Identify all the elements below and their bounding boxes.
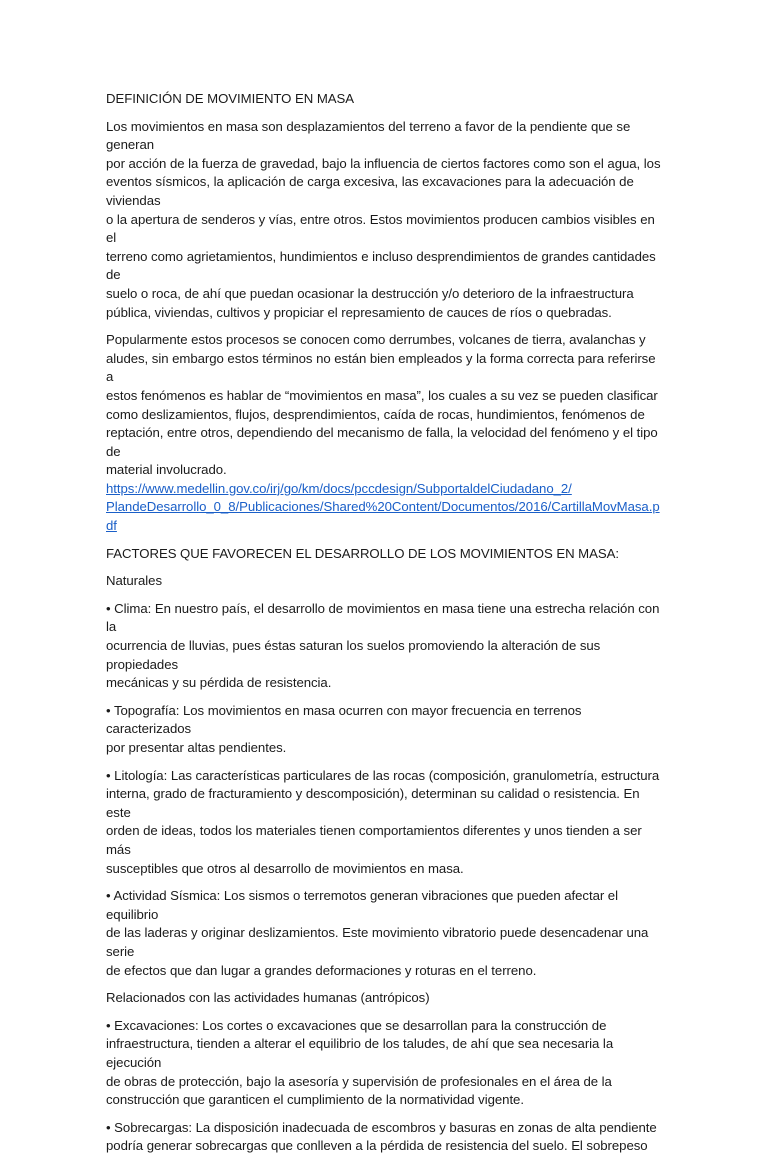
bullet-excavaciones: • Excavaciones: Los cortes o excavaciones que se desarrollan para la construcción de infraestructura, tienden a alterar el equilibrio de los taludes, de ahí que sea necesaria la ejecución de obras de protección, bajo la asesoría y supervisión de profesionales en el área de la construcción que garanticen el cumplimiento de la normatividad vigente. bbox=[106, 1017, 614, 1108]
heading-definicion: DEFINICIÓN DE MOVIMIENTO EN MASA bbox=[106, 91, 355, 106]
source-link[interactable]: https://www.medellin.gov.co/irj/go/km/docs/pccdesign/SubportaldelCiudadano_2/ PlandeDesarrollo_0_8/Publicaciones/Shared%20Content/Documentos/2016/CartillaMovMasa.pdf bbox=[106, 480, 660, 534]
paragraph-terminologia: Popularmente estos procesos se conocen como derrumbes, volcanes de tierra, avalanchas y aludes, sin embargo estos términos no están bien empleados y la forma correcta para referirse a estos fenómenos es hablar de “movimientos en masa”, los cuales a su vez se pueden clasificar como deslizamientos, flujos, desprendimientos, caída de rocas, hundimientos, fenómenos de reptación, entre otros, dependiendo del mecanismo de falla, la velocidad del fenómeno y el tipo de material involucrado. bbox=[106, 332, 658, 478]
subheading-naturales: Naturales bbox=[106, 573, 162, 589]
bullet-clima: • Clima: En nuestro país, el desarrollo de movimientos en masa tiene una estrecha relación con la ocurrencia de lluvias, pues éstas saturan los suelos promoviendo la alteración de sus propiedades mecánicas y su pérdida de resistencia. bbox=[106, 600, 660, 691]
document-body bbox=[106, 90, 666, 1165]
paragraph-definicion: Los movimientos en masa son desplazamientos del terreno a favor de la pendiente que se generan por acción de la fuerza de gravedad, bajo la influencia de ciertos factores como son el agua, los eventos sísmicos, la aplicación de carga excesiva, las excavaciones para la adecuación de viviendas o la apertura de senderos y vías, entre otros. Estos movimientos producen cambios visibles en el terreno como agrietamientos, hundimientos e incluso desprendimientos de grandes cantidades de suelo o roca, de ahí que puedan ocasionar la destrucción y/o deterioro de la infraestructura pública, viviendas, cultivos y propiciar el represamiento de cauces de ríos o quebradas. bbox=[106, 118, 661, 320]
subheading-antropicos: Relacionados con las actividades humanas (antrópicos) bbox=[106, 990, 430, 1006]
bullet-litologia: • Litología: Las características particulares de las rocas (composición, granulometría, estructura interna, grado de fracturamiento y descomposición), determinan su calidad o resistencia. En este orden de ideas, todos los materiales tienen comportamientos diferentes y unos tienden a ser más susceptibles que otros al desarrollo de movimientos en masa. bbox=[106, 767, 660, 876]
heading-factores: FACTORES QUE FAVORECEN EL DESARROLLO DE LOS MOVIMIENTOS EN MASA: bbox=[106, 545, 619, 561]
paragraph-terminologia-block bbox=[106, 331, 666, 536]
bullet-topografia: • Topografía: Los movimientos en masa ocurren con mayor frecuencia en terrenos caracterizados por presentar altas pendientes. bbox=[106, 702, 582, 755]
bullet-sobrecargas: • Sobrecargas: La disposición inadecuada de escombros y basuras en zonas de alta pendiente podría generar sobrecargas que conlleven a la pérdida de resistencia del suelo. El sobrepeso bbox=[106, 1119, 657, 1154]
bullet-actividad-sismica: • Actividad Sísmica: Los sismos o terremotos generan vibraciones que pueden afectar el equilibrio de las laderas y originar deslizamientos. Este movimiento vibratorio puede desencadenar una serie de efectos que dan lugar a grandes deformaciones y roturas en el terreno. bbox=[106, 888, 649, 978]
